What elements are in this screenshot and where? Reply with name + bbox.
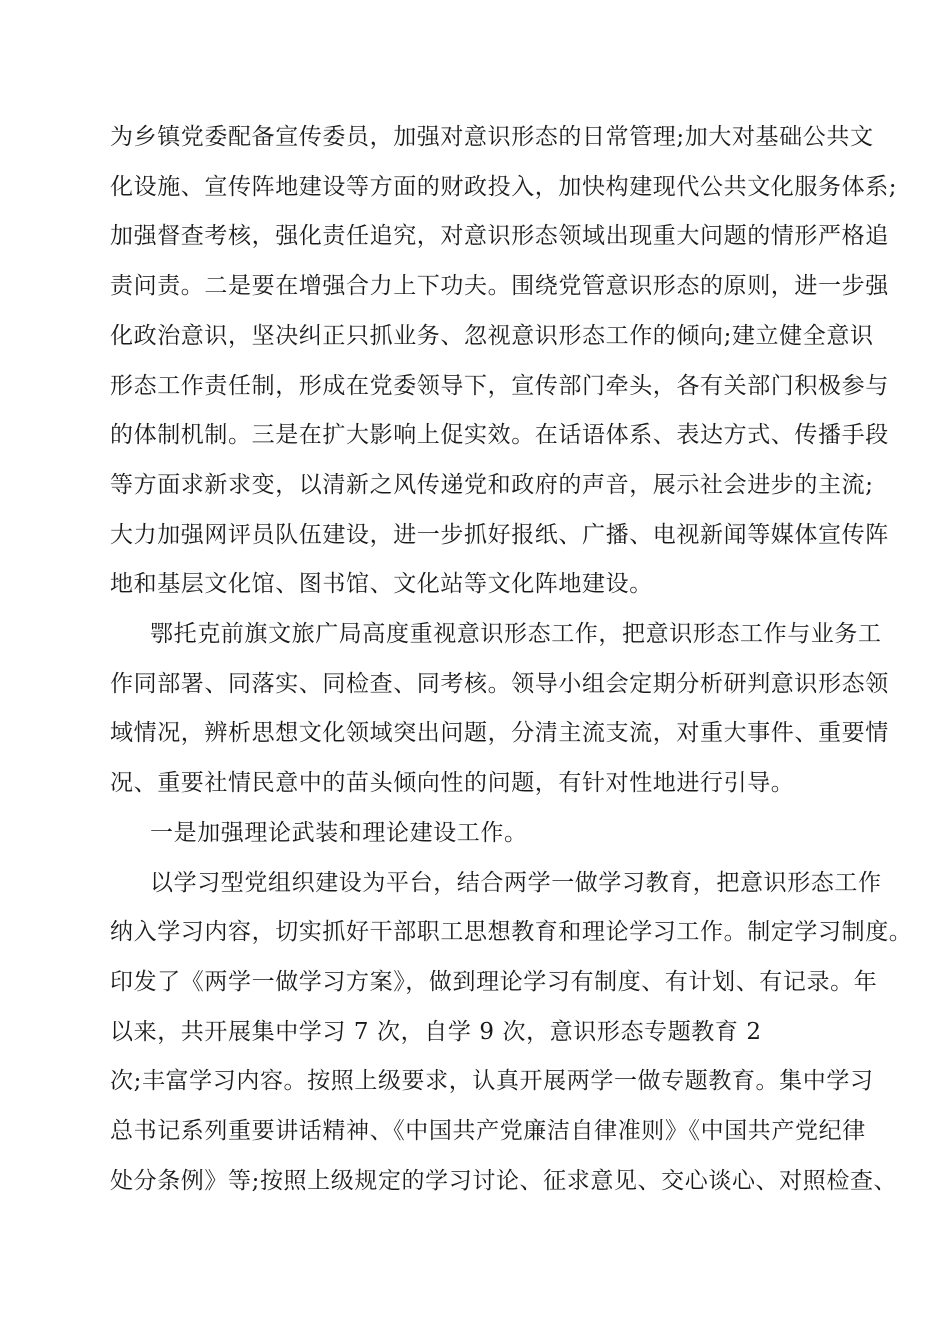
text-line: 况、重要社情民意中的苗头倾向性的问题，有针对性地进行引导。: [110, 770, 795, 796]
text-line: 等方面求新求变，以清新之风传递党和政府的声音，展示社会进步的主流;: [110, 472, 874, 498]
text-line: 作同部署、同落实、同检查、同考核。领导小组会定期分析研判意识形态领: [110, 671, 889, 697]
text-line: 次;丰富学习内容。按照上级要求，认真开展两学一做专题教育。集中学习: [110, 1068, 874, 1094]
text-line: 责问责。二是要在增强合力上下功夫。围绕党管意识形态的原则，进一步强: [110, 273, 889, 299]
text-line: 为乡镇党委配备宣传委员，加强对意识形态的日常管理;加大对基础公共文: [110, 124, 874, 150]
text-line: 形态工作责任制，形成在党委领导下，宣传部门牵头，各有关部门积极参与: [110, 373, 889, 399]
text-line: 以来，共开展集中学习 7 次，自学 9 次，意识形态专题教育 2: [110, 1019, 762, 1045]
paragraph-first-line: 以学习型党组织建设为平台，结合两学一做学习教育，把意识形态工作: [150, 870, 882, 896]
text-line: 加强督查考核，强化责任追究，对意识形态领域出现重大问题的情形严格追: [110, 223, 889, 249]
text-line: 处分条例》等;按照上级规定的学习讨论、征求意见、交心谈心、对照检查、: [110, 1168, 898, 1194]
text-line: 印发了《两学一做学习方案》，做到理论学习有制度、有计划、有记录。年: [110, 969, 878, 995]
text-line: 大力加强网评员队伍建设，进一步抓好报纸、广播、电视新闻等媒体宣传阵: [110, 522, 889, 548]
text-line: 化政治意识，坚决纠正只抓业务、忽视意识形态工作的倾向;建立健全意识: [110, 323, 874, 349]
paragraph-first-line: 鄂托克前旗文旅广局高度重视意识形态工作，把意识形态工作与业务工: [150, 621, 882, 647]
text-line: 纳入学习内容，切实抓好干部职工思想教育和理论学习工作。制定学习制度。: [110, 919, 913, 945]
text-line: 总书记系列重要讲话精神、《中国共产党廉洁自律准则》《中国共产党纪律: [110, 1118, 866, 1144]
text-line: 地和基层文化馆、图书馆、文化站等文化阵地建设。: [110, 571, 653, 597]
section-heading: 一是加强理论武装和理论建设工作。: [150, 820, 528, 846]
text-line: 的体制机制。三是在扩大影响上促实效。在话语体系、表达方式、传播手段: [110, 422, 889, 448]
text-line: 域情况，辨析思想文化领域突出问题，分清主流支流，对重大事件、重要情: [110, 720, 889, 746]
text-line: 化设施、宣传阵地建设等方面的财政投入，加快构建现代公共文化服务体系;: [110, 174, 898, 200]
